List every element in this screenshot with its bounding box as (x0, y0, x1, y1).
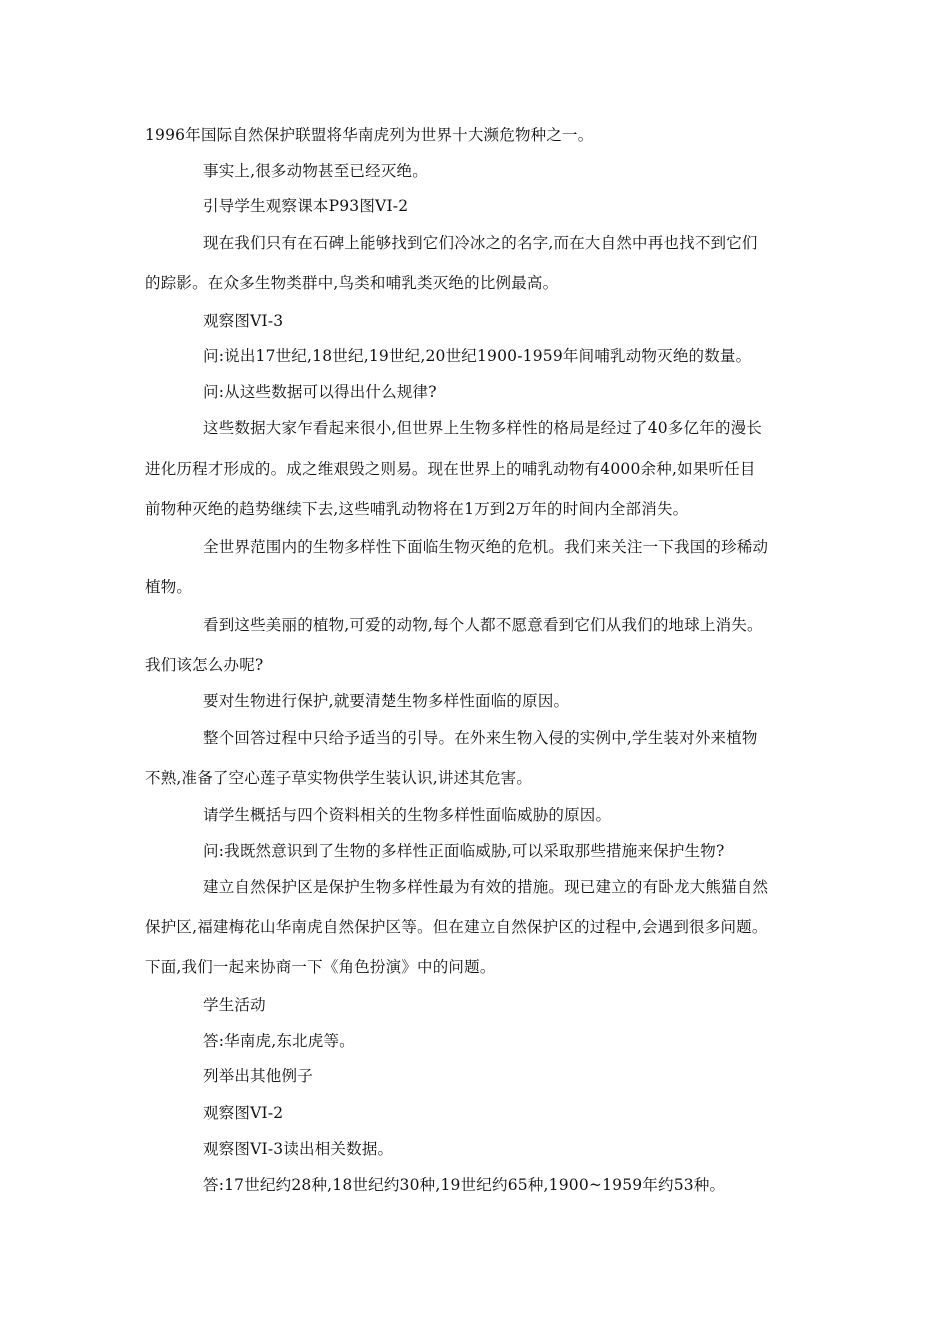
paragraph-line: 进化历程才形成的。成之维艰毁之则易。现在世界上的哺乳动物有4000余种,如果听任目 (145, 460, 756, 478)
paragraph-line: 全世界范围内的生物多样性下面临生物灭绝的危机。我们来关注一下我国的珍稀动 (203, 538, 769, 556)
paragraph-line: 的踪影。在众多生物类群中,鸟类和哺乳类灭绝的比例最高。 (145, 274, 559, 292)
paragraph-line: 保护区,福建梅花山华南虎自然保护区等。但在建立自然保护区的过程中,会遇到很多问题。 (145, 918, 768, 936)
paragraph-line: 观察图VI-2 (203, 1104, 284, 1122)
paragraph-line: 我们该怎么办呢? (145, 656, 264, 674)
paragraph-line: 要对生物进行保护,就要清楚生物多样性面临的原因。 (203, 692, 570, 710)
paragraph-line: 植物。 (145, 578, 193, 596)
paragraph-line: 看到这些美丽的植物,可爱的动物,每个人都不愿意看到它们从我们的地球上消失。 (203, 616, 763, 634)
paragraph-line: 前物种灭绝的趋势继续下去,这些哺乳动物将在1万到2万年的时间内全部消失。 (145, 500, 689, 518)
paragraph-line: 问:说出17世纪,18世纪,19世纪,20世纪1900-1959年间哺乳动物灭绝的数量。 (203, 347, 752, 365)
paragraph-line: 列举出其他例子 (203, 1067, 313, 1085)
paragraph-line: 现在我们只有在石碑上能够找到它们冷冰之的名字,而在大自然中再也找不到它们 (203, 234, 758, 252)
paragraph-line: 观察图VI-3读出相关数据。 (203, 1140, 394, 1158)
paragraph-line: 引导学生观察课本P93图VI-2 (203, 197, 409, 215)
paragraph-line: 问:从这些数据可以得出什么规律? (203, 383, 437, 401)
paragraph-line: 整个回答过程中只给予适当的引导。在外来生物入侵的实例中,学生装对外来植物 (203, 729, 758, 747)
paragraph-line: 问:我既然意识到了生物的多样性正面临威胁,可以采取那些措施来保护生物? (203, 842, 725, 860)
paragraph-line: 下面,我们一起来协商一下《角色扮演》中的问题。 (145, 958, 496, 976)
paragraph-line: 请学生概括与四个资料相关的生物多样性面临威胁的原因。 (203, 806, 612, 824)
paragraph-line: 答:17世纪约28种,18世纪约30种,19世纪约65种,1900~1959年约53种。 (203, 1176, 726, 1194)
paragraph-line: 观察图VI-3 (203, 312, 284, 330)
paragraph-line: 不熟,准备了空心莲子草实物供学生装认识,讲述其危害。 (145, 769, 533, 787)
paragraph-line: 学生活动 (203, 996, 266, 1014)
paragraph-line: 这些数据大家乍看起来很小,但世界上生物多样性的格局是经过了40多亿年的漫长 (203, 419, 763, 437)
paragraph-line: 答:华南虎,东北虎等。 (203, 1032, 355, 1050)
paragraph-line: 1996年国际自然保护联盟将华南虎列为世界十大濒危物种之一。 (145, 126, 594, 144)
paragraph-line: 事实上,很多动物甚至已经灭绝。 (203, 162, 428, 180)
paragraph-line: 建立自然保护区是保护生物多样性最为有效的措施。现已建立的有卧龙大熊猫自然 (203, 878, 769, 896)
